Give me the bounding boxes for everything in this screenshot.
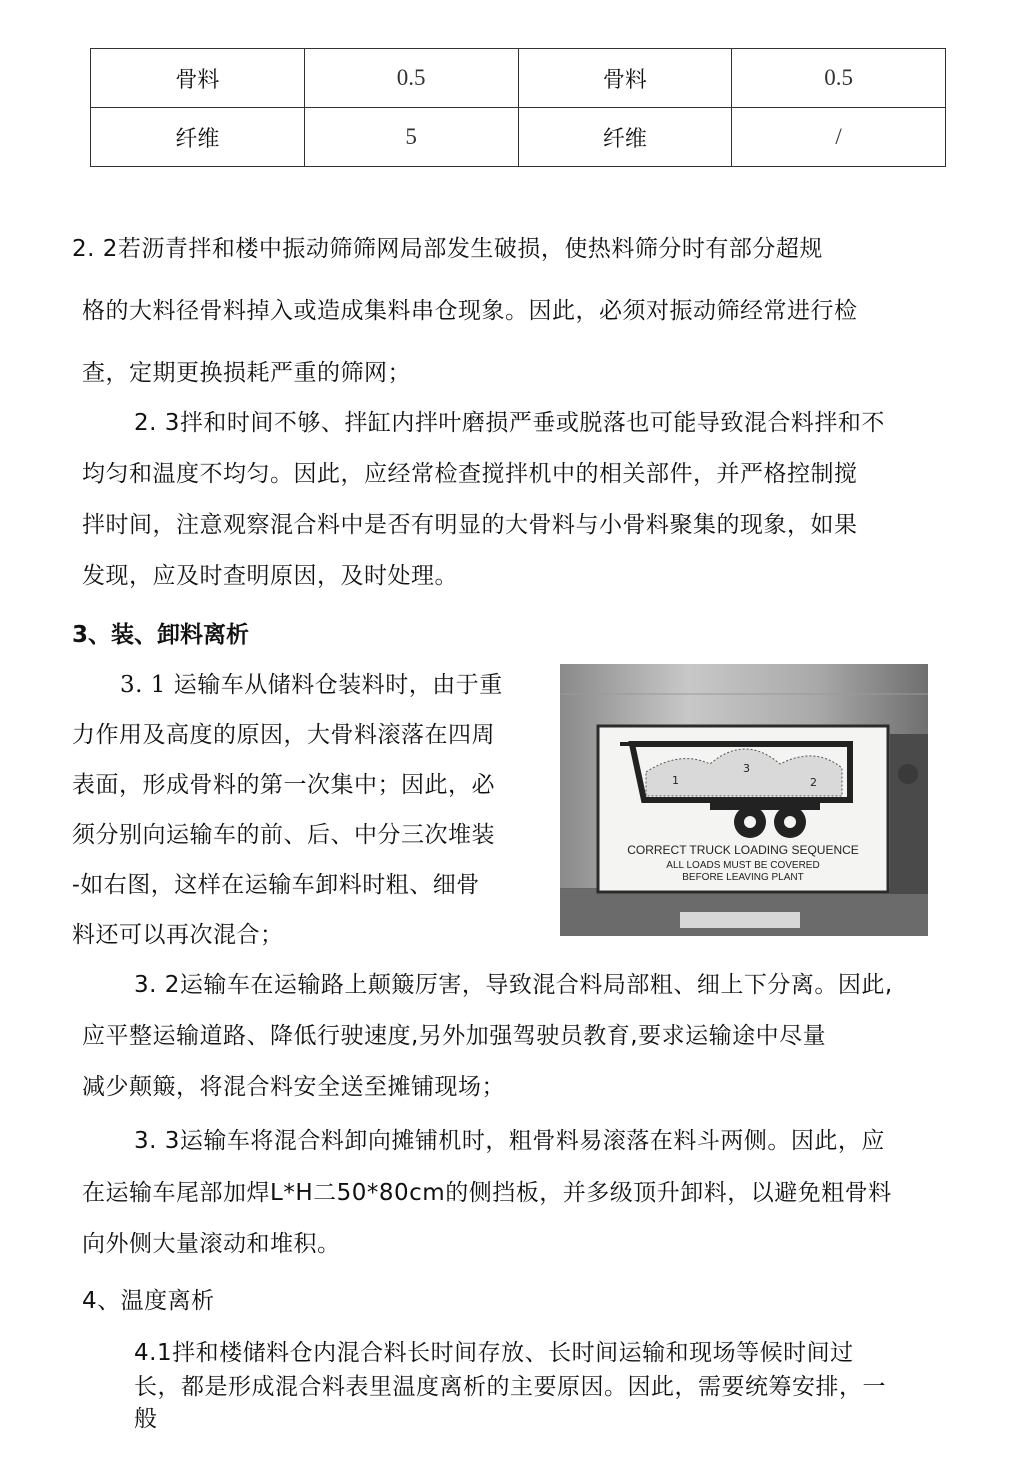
paragraph-line: 均匀和温度不均匀。因此，应经常检查搅拌机中的相关部件，并严格控制搅 [82,461,858,487]
paragraph-line: 拌时间，注意观察混合料中是否有明显的大骨料与小骨料聚集的现象，如果 [82,512,858,538]
paragraph-line: 须分别向运输车的前、后、中分三次堆装 [72,822,495,848]
material-table [90,48,946,167]
sign-subtitle-1: ALL LOADS MUST BE COVERED [666,860,820,871]
paragraph-line: 长，都是形成混合料表里温度离析的主要原因。因此，需要统筹安排，一 [134,1374,886,1400]
table-cell: 5 [304,108,518,167]
paragraph-line: 2. 2若沥青拌和楼中振动筛筛网局部发生破损，使热料筛分时有部分超规 [72,236,823,262]
table-row [91,108,946,167]
paragraph-line: 般 [134,1406,158,1432]
table-row [91,49,946,108]
paragraph-line: 查，定期更换损耗严重的筛网； [82,360,411,386]
paragraph-line: 向外侧大量滚动和堆积。 [82,1231,341,1257]
section-heading: 3、装、卸料离析 [72,622,250,648]
truck-loading-photo [560,664,928,936]
table-cell: 骨料 [91,49,305,108]
table-cell: / [732,108,946,167]
sign-title: CORRECT TRUCK LOADING SEQUENCE [627,843,859,857]
paragraph-line: 应平整运输道路、降低行驶速度,另外加强驾驶员教育,要求运输途中尽量 [82,1023,827,1049]
sign-subtitle-2: BEFORE LEAVING PLANT [682,872,804,883]
paragraph-line: -如右图，这样在运输车卸料时粗、细骨 [72,872,480,898]
paragraph-line: 力作用及高度的原因，大骨料滚落在四周 [72,722,495,748]
sign-number-3: 3 [743,762,750,775]
paragraph-line: 3. 1 运输车从储料仓装料时，由于重 [120,672,503,698]
paragraph-line: 表面，形成骨料的第一次集中；因此，必 [72,772,495,798]
table-cell: 骨料 [518,49,732,108]
paragraph-line: 3. 3运输车将混合料卸向摊铺机时，粗骨料易滚落在料斗两侧。因此，应 [134,1128,885,1154]
section-heading: 4、温度离析 [82,1288,215,1314]
sign-number-1: 1 [672,774,679,787]
table-cell: 0.5 [304,49,518,108]
paragraph-line: 格的大料径骨料掉入或造成集料串仓现象。因此，必须对振动筛经常进行检 [82,298,858,324]
paragraph-line: 料还可以再次混合； [72,922,284,948]
paragraph-line: 2. 3拌和时间不够、拌缸内拌叶磨损严垂或脱落也可能导致混合料拌和不 [134,410,885,436]
paragraph-line: 在运输车尾部加焊L*H二50*80cm的侧挡板，并多级顶升卸料，以避免粗骨料 [82,1180,892,1206]
paragraph-line: 3. 2运输车在运输路上颠簸厉害，导致混合料局部粗、细上下分离。因此, [134,972,893,998]
sign-number-2: 2 [810,776,817,789]
table-cell: 纤维 [91,108,305,167]
table-cell: 0.5 [732,49,946,108]
paragraph-line: 减少颠簸，将混合料安全送至摊铺现场； [82,1074,505,1100]
paragraph-line: 发现，应及时查明原因，及时处理。 [82,563,458,589]
paragraph-line: 4.1拌和楼储料仓内混合料长时间存放、长时间运输和现场等候时间过 [134,1340,854,1366]
table-cell: 纤维 [518,108,732,167]
